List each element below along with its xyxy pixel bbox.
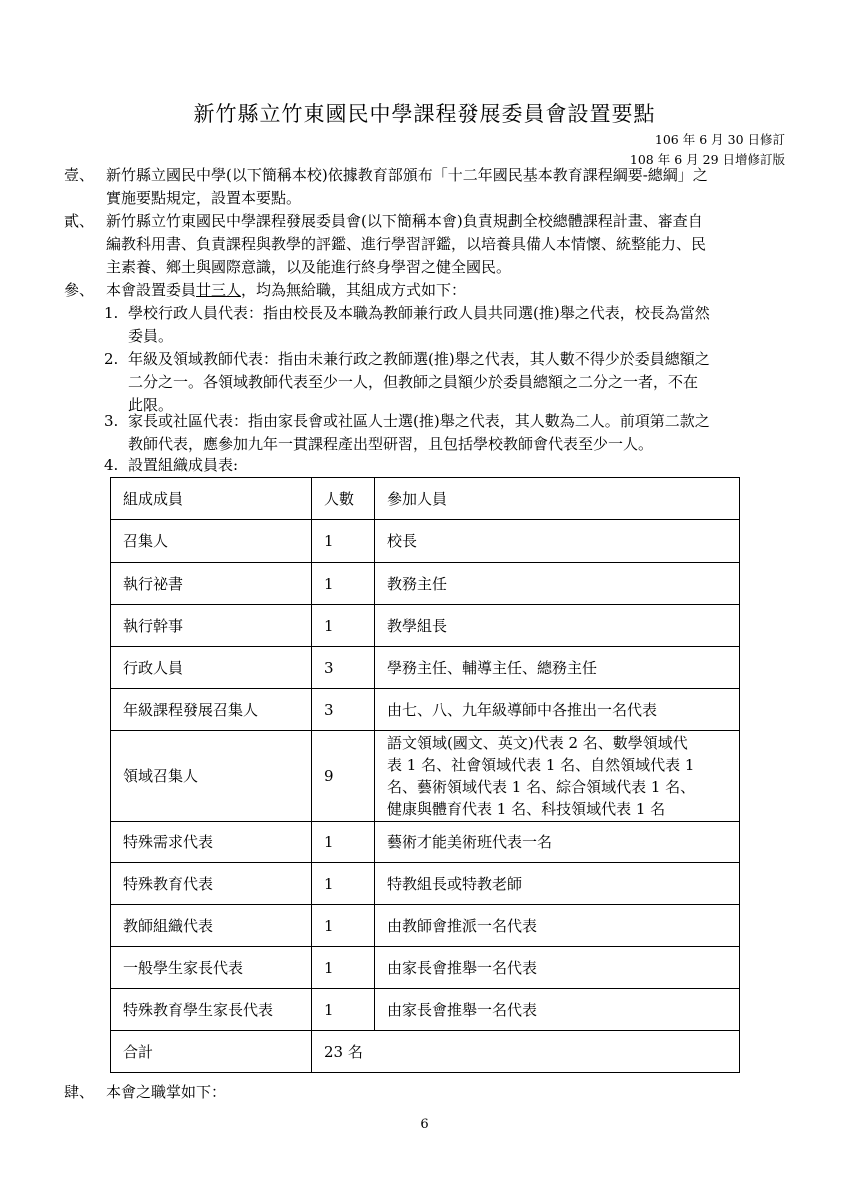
cell-role: 召集人 — [111, 520, 312, 563]
cell-members: 校長 — [375, 520, 740, 563]
cell-count: 1 — [312, 822, 375, 863]
section-4-mark: 肆、 — [64, 1083, 95, 1101]
cell-role: 一般學生家長代表 — [111, 947, 312, 989]
list-item — [104, 410, 784, 456]
table-row — [111, 905, 740, 947]
section-2-line: 編教科用書、負責課程與教學的評鑑、進行學習評鑑，以培養具備人本情懷、統整能力、民 — [106, 235, 707, 253]
section-1-line: 實施要點規定，設置本要點。 — [106, 189, 302, 207]
item-line: 二分之一。各領域教師代表至少一人，但教師之員額少於委員總額之二分之一者，不在 — [128, 373, 699, 391]
cell-members: 學務主任、輔導主任、總務主任 — [375, 647, 740, 689]
cell-count: 1 — [312, 605, 375, 647]
revision-date-2: 108 年 6 月 29 日增修訂版 — [629, 152, 785, 167]
cell-count: 1 — [312, 863, 375, 905]
cell-members: 特教組長或特教老師 — [375, 863, 740, 905]
page-number: 6 — [420, 1117, 429, 1132]
cell-members: 由教師會推派一名代表 — [375, 905, 740, 947]
table-row — [111, 647, 740, 689]
item-line: 家長或社區代表：指由家長會或社區人士選(推)舉之代表，其人數為二人。前項第二款之 — [128, 412, 710, 430]
table-total-row — [111, 1031, 740, 1073]
cell-count: 3 — [312, 689, 375, 731]
total-value: 23 名 — [312, 1031, 740, 1073]
table-row — [111, 863, 740, 905]
cell-members: 教學組長 — [375, 605, 740, 647]
cell-members-line: 語文領域(國文、英文)代表 2 名、數學領域代 — [387, 734, 688, 752]
item-line: 學校行政人員代表：指由校長及本職為教師兼行政人員共同選(推)舉之代表，校長為當然 — [128, 304, 710, 322]
item-number: 3. — [104, 412, 119, 430]
item-line: 委員。 — [128, 327, 174, 345]
cell-count: 1 — [312, 989, 375, 1031]
cell-members-line: 名、藝術領域代表 1 名、綜合領域代表 1 名、 — [387, 778, 696, 796]
cell-role: 教師組織代表 — [111, 905, 312, 947]
item-line: 設置組織成員表: — [128, 456, 239, 474]
cell-role: 特殊教育學生家長代表 — [111, 989, 312, 1031]
section-3-mark: 參、 — [64, 281, 95, 299]
section-4-text: 本會之職掌如下： — [106, 1083, 227, 1101]
section-1 — [64, 164, 789, 210]
cell-count: 1 — [312, 905, 375, 947]
section-3-underlined: 廿三人 — [196, 281, 242, 299]
cell-members: 藝術才能美術班代表一名 — [375, 822, 740, 863]
cell-count: 1 — [312, 947, 375, 989]
revision-date-1: 106 年 6 月 30 日修訂 — [654, 132, 785, 147]
section-2-mark: 貳、 — [64, 212, 95, 230]
item-number: 4. — [104, 456, 119, 474]
table-row — [111, 689, 740, 731]
members-table — [110, 477, 740, 1073]
cell-count: 1 — [312, 520, 375, 563]
list-item — [104, 302, 784, 348]
table-row — [111, 947, 740, 989]
section-2-line: 新竹縣立竹東國民中學課程發展委員會(以下簡稱本會)負責規劃全校總體課程計畫、審查自 — [106, 212, 703, 230]
section-3 — [64, 279, 789, 302]
item-line: 年級及領域教師代表：指由未兼行政之教師選(推)舉之代表，其人數不得少於委員總額之 — [128, 350, 710, 368]
list-item — [104, 348, 784, 417]
table-row — [111, 563, 740, 605]
item-line: 教師代表，應參加九年一貫課程產出型研習，且包括學校教師會代表至少一人。 — [128, 435, 654, 453]
table-row — [111, 731, 740, 822]
cell-role: 執行祕書 — [111, 563, 312, 605]
section-1-mark: 壹、 — [64, 166, 95, 184]
cell-members: 教務主任 — [375, 563, 740, 605]
cell-role: 執行幹事 — [111, 605, 312, 647]
table-header-row — [111, 478, 740, 520]
cell-role: 領域召集人 — [111, 731, 312, 822]
table-row — [111, 822, 740, 863]
cell-count: 3 — [312, 647, 375, 689]
cell-members-line: 健康與體育代表 1 名、科技領域代表 1 名 — [387, 800, 666, 818]
cell-role: 特殊需求代表 — [111, 822, 312, 863]
header-cell-members: 參加人員 — [375, 478, 740, 520]
item-number: 1. — [104, 304, 119, 322]
cell-members-line: 表 1 名、社會領域代表 1 名、自然領域代表 1 — [387, 756, 695, 774]
section-1-line: 新竹縣立國民中學(以下簡稱本校)依據教育部頒布「十二年國民基本教育課程綱要-總綱」之 — [106, 166, 708, 184]
section-2 — [64, 210, 789, 279]
item-number: 2. — [104, 350, 119, 368]
section-4 — [64, 1081, 789, 1104]
cell-role: 行政人員 — [111, 647, 312, 689]
cell-members: 由家長會推舉一名代表 — [375, 947, 740, 989]
header-cell-count: 人數 — [312, 478, 375, 520]
document-title: 新竹縣立竹東國民中學課程發展委員會設置要點 — [193, 102, 656, 126]
section-3-text: 本會設置委員 — [106, 281, 197, 299]
cell-count: 9 — [312, 731, 375, 822]
cell-members: 由七、八、九年級導師中各推出一名代表 — [375, 689, 740, 731]
list-item — [104, 454, 784, 477]
total-label: 合計 — [111, 1031, 312, 1073]
table-row — [111, 605, 740, 647]
item-line: 此限。 — [128, 396, 174, 414]
cell-role: 特殊教育代表 — [111, 863, 312, 905]
table-row — [111, 520, 740, 563]
header-cell-role: 組成成員 — [111, 478, 312, 520]
cell-role: 年級課程發展召集人 — [111, 689, 312, 731]
table-row — [111, 989, 740, 1031]
section-3-text: ，均為無給職，其組成方式如下： — [241, 281, 467, 299]
cell-count: 1 — [312, 563, 375, 605]
cell-members: 由家長會推舉一名代表 — [375, 989, 740, 1031]
cell-members — [375, 731, 740, 822]
section-2-line: 主素養、鄉土與國際意識，以及能進行終身學習之健全國民。 — [106, 258, 512, 276]
